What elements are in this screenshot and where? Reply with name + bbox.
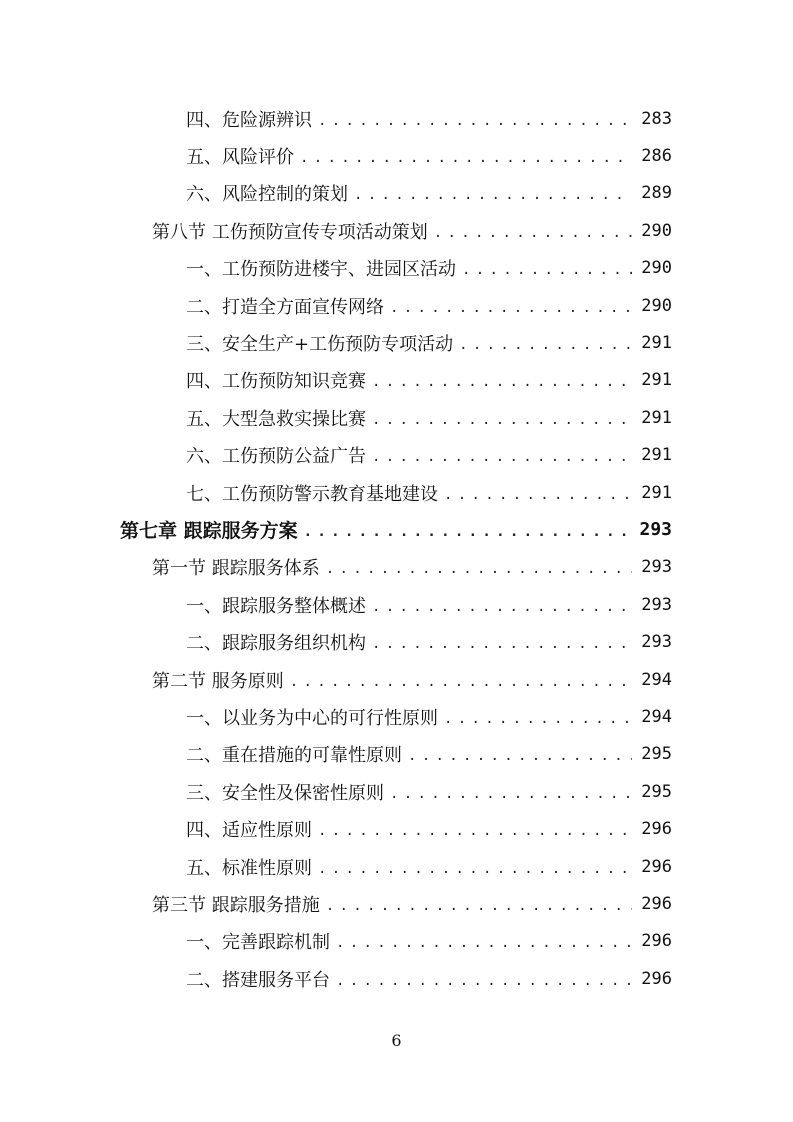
toc-entry-page-number: 291: [641, 333, 672, 354]
toc-entry-title: 第八节 工伤预防宣传专项活动策划: [152, 221, 428, 243]
toc-entry-page-number: 291: [641, 370, 672, 391]
toc-entry[interactable]: [0, 474, 793, 511]
toc-entry-title: 四、危险源辨识: [186, 109, 312, 131]
toc-entry[interactable]: [0, 848, 793, 885]
dot-leader: [390, 783, 632, 801]
dot-leader: [434, 222, 632, 240]
toc-entry[interactable]: [0, 923, 793, 960]
toc-entry-title: 七、工伤预防警示教育基地建设: [186, 483, 438, 505]
toc-entry-page-number: 290: [641, 258, 672, 279]
dot-leader: [408, 745, 632, 763]
toc-entry-page-number: 286: [641, 146, 672, 167]
dot-leader: [372, 446, 632, 464]
toc-entry-title: 五、大型急救实操比赛: [186, 408, 366, 430]
toc-entry-title: 三、安全性及保密性原则: [186, 782, 384, 804]
toc-entry[interactable]: [0, 362, 793, 399]
toc-entry-page-number: 294: [641, 706, 672, 727]
toc-entry-title: 五、标准性原则: [186, 857, 312, 879]
dot-leader: [336, 970, 632, 988]
toc-entry[interactable]: [0, 773, 793, 810]
toc-entry-title: 一、完善跟踪机制: [186, 932, 330, 954]
toc-entry-title: 二、跟踪服务组织机构: [186, 633, 366, 655]
dot-leader: [326, 895, 632, 913]
toc-entry-title: 一、工伤预防进楼宇、进园区活动: [186, 259, 456, 281]
dot-leader: [444, 708, 632, 726]
toc-entry-title: 三、安全生产+工伤预防专项活动: [186, 334, 454, 356]
toc-entry[interactable]: [0, 100, 793, 137]
toc-entry-title: 二、重在措施的可靠性原则: [186, 745, 402, 767]
dot-leader: [336, 932, 632, 950]
toc-entry-page-number: 293: [641, 557, 672, 578]
toc-entry-title: 一、以业务为中心的可行性原则: [186, 707, 438, 729]
toc-entry-title: 第七章 跟踪服务方案: [120, 520, 298, 543]
dot-leader: [444, 484, 632, 502]
toc-entry-page-number: 296: [641, 856, 672, 877]
toc-entry-title: 第二节 服务原则: [152, 670, 284, 692]
dot-leader: [372, 633, 632, 651]
toc-entry-page-number: 294: [641, 669, 672, 690]
toc-entry-page-number: 296: [641, 893, 672, 914]
toc-entry-page-number: 291: [641, 445, 672, 466]
toc-entry[interactable]: [0, 437, 793, 474]
toc-entry-title: 第一节 跟踪服务体系: [152, 558, 320, 580]
toc-entry-page-number: 295: [641, 781, 672, 802]
toc-entry[interactable]: [0, 399, 793, 436]
dot-leader: [459, 334, 632, 352]
toc-entry-page-number: 293: [639, 519, 672, 541]
toc-entry[interactable]: [0, 885, 793, 922]
toc-entry-page-number: 289: [641, 183, 672, 204]
toc-entry[interactable]: [0, 324, 793, 361]
toc-entry[interactable]: [0, 623, 793, 660]
toc-entry-page-number: 290: [641, 295, 672, 316]
toc-entry[interactable]: [0, 810, 793, 847]
toc-entry-title: 二、搭建服务平台: [186, 969, 330, 991]
toc-entry-page-number: 293: [641, 632, 672, 653]
dot-leader: [372, 596, 632, 614]
toc-entry[interactable]: [0, 661, 793, 698]
toc-entry-title: 六、风险控制的策划: [186, 184, 348, 206]
toc-entry-page-number: 296: [641, 931, 672, 952]
toc-entry-title: 六、工伤预防公益广告: [186, 446, 366, 468]
toc-entry[interactable]: [0, 549, 793, 586]
toc-entry-title: 四、工伤预防知识竞赛: [186, 371, 366, 393]
toc-entry-page-number: 296: [641, 819, 672, 840]
toc-entry[interactable]: [0, 175, 793, 212]
toc-entry[interactable]: [0, 287, 793, 324]
toc-entry[interactable]: [0, 586, 793, 623]
dot-leader: [318, 820, 632, 838]
dot-leader: [354, 184, 632, 202]
toc-entry-title: 二、打造全方面宣传网络: [186, 296, 384, 318]
toc-entry[interactable]: [0, 960, 793, 997]
toc-entry-title: 四、适应性原则: [186, 820, 312, 842]
dot-leader: [290, 671, 632, 689]
toc-entry-page-number: 293: [641, 594, 672, 615]
toc-entry-page-number: 283: [641, 108, 672, 129]
toc-entry[interactable]: [0, 250, 793, 287]
toc-entry-title: 一、跟踪服务整体概述: [186, 595, 366, 617]
toc-entry-page-number: 296: [641, 968, 672, 989]
dot-leader: [372, 409, 632, 427]
toc-entry[interactable]: [0, 212, 793, 249]
dot-leader: [390, 297, 632, 315]
toc-entry-page-number: 291: [641, 482, 672, 503]
table-of-contents: [0, 100, 793, 997]
dot-leader: [300, 147, 632, 165]
toc-entry[interactable]: [0, 511, 793, 548]
page-number: 6: [391, 1031, 402, 1050]
dot-leader: [318, 110, 632, 128]
toc-entry[interactable]: [0, 137, 793, 174]
dot-leader: [326, 558, 632, 576]
toc-entry-title: 五、风险评价: [186, 147, 294, 169]
toc-entry[interactable]: [0, 736, 793, 773]
toc-entry-page-number: 295: [641, 744, 672, 765]
toc-entry-page-number: 291: [641, 407, 672, 428]
dot-leader: [318, 858, 632, 876]
dot-leader: [372, 371, 632, 389]
dot-leader: [304, 521, 632, 539]
toc-entry-page-number: 290: [641, 220, 672, 241]
dot-leader: [462, 259, 632, 277]
toc-entry[interactable]: [0, 698, 793, 735]
toc-entry-title: 第三节 跟踪服务措施: [152, 894, 320, 916]
